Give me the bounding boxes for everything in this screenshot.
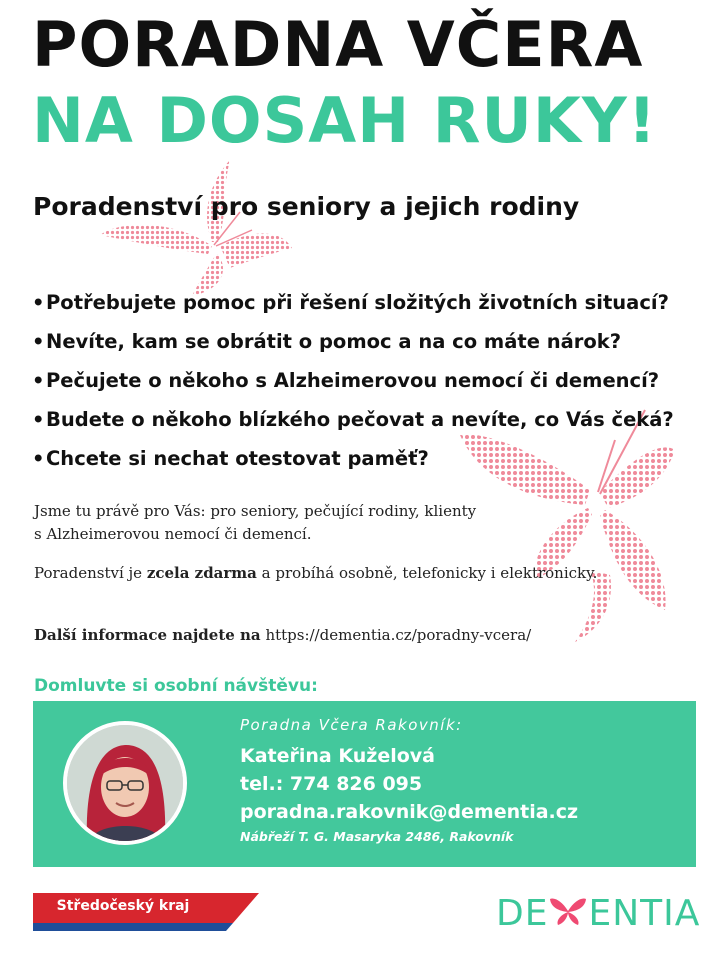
contact-email[interactable]: poradna.rakovnik@dementia.cz xyxy=(240,801,579,823)
logo-text-right: ENTIA xyxy=(588,893,701,934)
butterfly-decoration-small xyxy=(80,150,310,300)
avatar-portrait-icon xyxy=(67,725,183,841)
question-item: •Budete o někoho blízkého pečovat a nevíte, co Vás čeká? xyxy=(32,408,674,431)
visit-heading: Domluvte si osobní návštěvu: xyxy=(34,676,318,696)
question-list xyxy=(32,283,674,478)
logo-text-left: DE xyxy=(496,893,549,934)
more-info-label: Další informace najdete na xyxy=(34,626,261,644)
more-info-line xyxy=(34,624,531,647)
question-text: Potřebujete pomoc při řešení složitých životních situací? xyxy=(46,291,669,314)
free-service-paragraph xyxy=(34,562,597,585)
more-info-link[interactable]: https://dementia.cz/poradny-vcera/ xyxy=(265,626,532,644)
question-item: •Pečujete o někoho s Alzheimerovou nemocí či demencí? xyxy=(32,369,660,392)
question-item: •Chcete si nechat otestovat paměť? xyxy=(32,447,429,470)
intro-line-1: Jsme tu právě pro Vás: pro seniory, pečující rodiny, klienty xyxy=(34,502,477,520)
question-text: Chcete si nechat otestovat paměť? xyxy=(46,447,429,470)
contact-person: Kateřina Kuželová xyxy=(240,745,435,767)
page-subtitle: Poradenství pro seniory a jejich rodiny xyxy=(33,192,580,221)
butterfly-m-icon xyxy=(548,895,588,927)
free-text-after: a probíhá osobně, telefonicky i elektronicky. xyxy=(256,564,598,582)
contact-phone[interactable]: tel.: 774 826 095 xyxy=(240,773,423,795)
question-text: Nevíte, kam se obrátit o pomoc a na co máte nárok? xyxy=(46,330,622,353)
region-logo-text: Středočeský kraj xyxy=(56,898,190,914)
contact-address: Nábřeží T. G. Masaryka 2486, Rakovník xyxy=(240,829,514,844)
question-item: •Nevíte, kam se obrátit o pomoc a na co máte nárok? xyxy=(32,330,622,353)
dementia-logo xyxy=(496,895,700,932)
question-item: •Potřebujete pomoc při řešení složitých životních situací? xyxy=(32,291,669,314)
question-text: Pečujete o někoho s Alzheimerovou nemocí či demencí? xyxy=(46,369,660,392)
office-name: Poradna Včera Rakovník: xyxy=(240,716,463,734)
avatar xyxy=(63,721,187,845)
free-text-emphasis: zcela zdarma xyxy=(146,564,257,582)
question-text: Budete o někoho blízkého pečovat a nevíte, co Vás čeká? xyxy=(46,408,674,431)
intro-paragraph xyxy=(34,500,476,546)
page-title-line-1: PORADNA VČERA xyxy=(32,8,644,81)
contact-card xyxy=(33,701,696,867)
page-title-line-2: NA DOSAH RUKY! xyxy=(32,84,658,157)
intro-line-2: s Alzheimerovou nemocí či demencí. xyxy=(34,525,312,543)
free-text-before: Poradenství je xyxy=(34,564,147,582)
